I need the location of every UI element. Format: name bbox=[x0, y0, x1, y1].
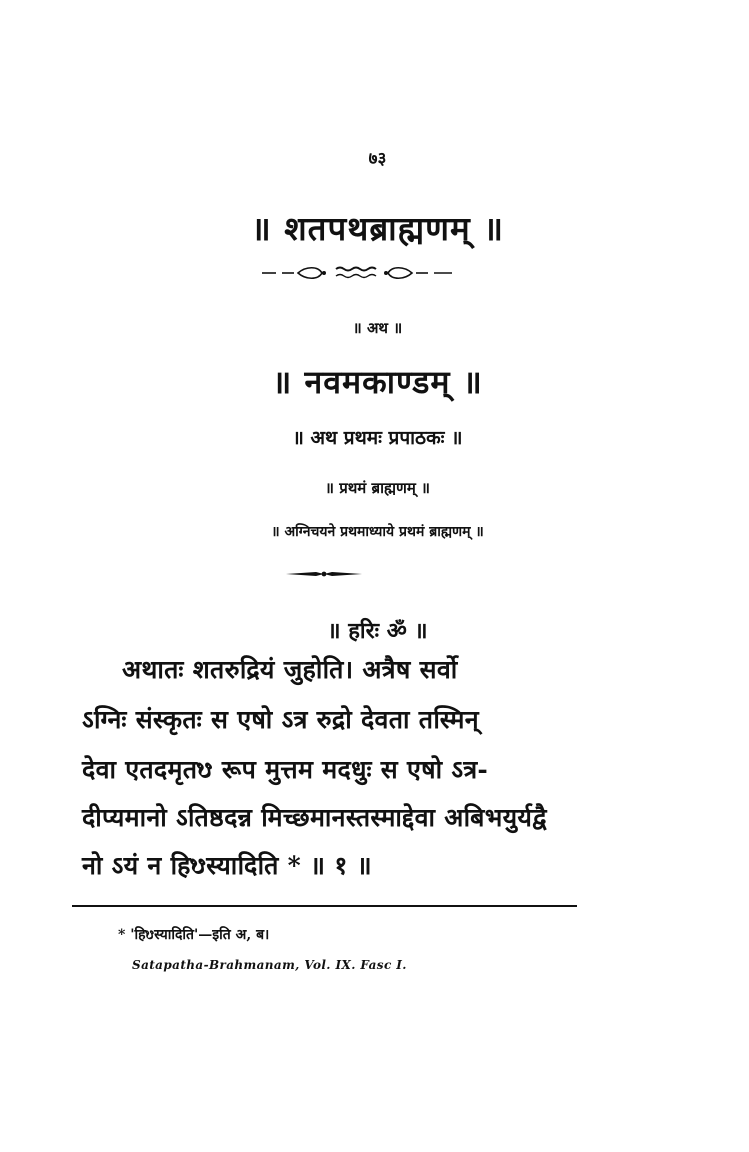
verse-line: देवा एतदमृतᳪ रूप मुत्तम मदधुः स एषो ऽत्र- bbox=[82, 755, 489, 784]
title-ornament-divider bbox=[262, 264, 462, 282]
atha-heading: ॥ अथ ॥ bbox=[352, 319, 403, 337]
prapathaka-heading: ॥ अथ प्रथमः प्रपाठकः ॥ bbox=[292, 427, 463, 449]
adhyaya-heading: ॥ अग्निचयने प्रथमाध्याये प्रथमं ब्राह्मणम् ॥ bbox=[271, 524, 484, 540]
section-divider bbox=[286, 568, 362, 580]
printer-signature: Satapatha-Brahmanam, Vol. IX. Fasc I. bbox=[132, 958, 407, 972]
kanda-heading: ॥ नवमकाण्डम् ॥ bbox=[272, 363, 483, 401]
verse-line: ऽग्निः संस्कृतः स एषो ऽत्र रुद्रो देवता तस्मिन् bbox=[82, 705, 479, 734]
verse-line: दीप्यमानो ऽतिष्ठदन्न मिच्छमानस्तस्माद्देवा अबिभयुर्यद्वै bbox=[82, 803, 547, 832]
footnote-rule bbox=[72, 905, 577, 907]
verse-line: अथातः शतरुद्रियं जुहोति। अत्रैष सर्वो bbox=[122, 655, 458, 684]
book-title: ॥ शतपथब्राह्मणम् ॥ bbox=[250, 209, 504, 248]
harih-om-invocation: ॥ हरिः ॐ ॥ bbox=[327, 618, 428, 644]
footnote: * 'हिᳪस्यादिति'—इति अ, ब। bbox=[118, 927, 270, 943]
signature-mark: ७३ bbox=[368, 149, 387, 169]
brahmana-heading: ॥ प्रथमं ब्राह्मणम् ॥ bbox=[324, 479, 430, 497]
verse-line: नो ऽयं न हिᳪस्यादिति * ॥ १ ॥ bbox=[82, 851, 372, 880]
